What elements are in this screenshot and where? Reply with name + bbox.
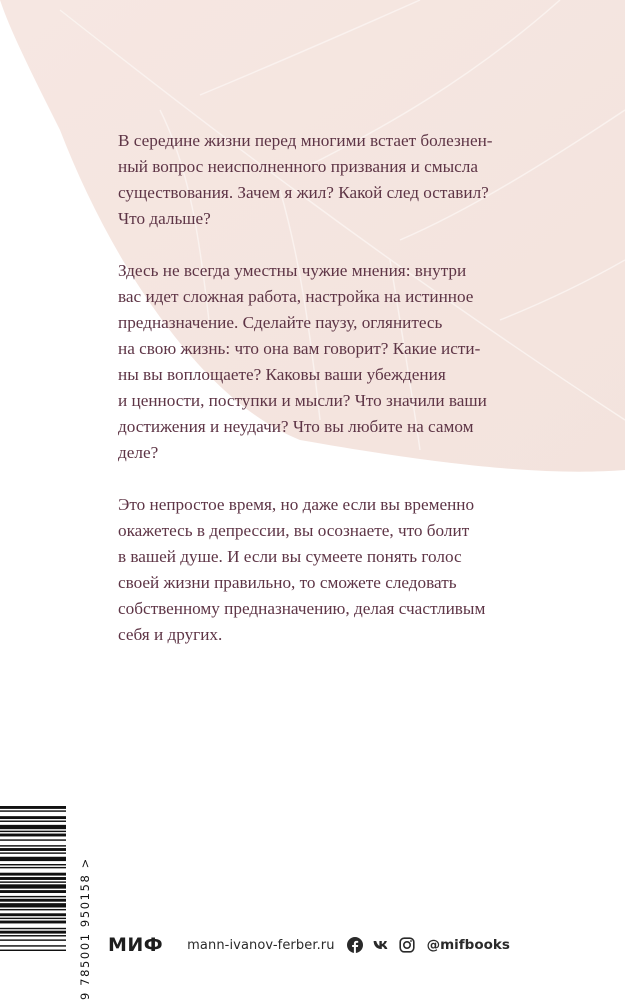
text-line: Здесь не всегда уместны чужие мнения: внутри	[118, 261, 467, 280]
text-line: вас идет сложная работа, настройка на истинное	[118, 287, 474, 306]
text-line: своей жизни правильно, то сможете следовать	[118, 573, 457, 592]
facebook-icon[interactable]	[347, 937, 363, 953]
text-line: достижения и неудачи? Что вы любите на самом	[118, 417, 474, 436]
instagram-icon[interactable]	[399, 937, 415, 953]
text-line: и ценности, поступки и мысли? Что значили ваши	[118, 391, 487, 410]
text-line: себя и других.	[118, 625, 223, 644]
isbn-number: 9 785001 950158 >	[78, 857, 92, 1000]
vk-icon[interactable]	[373, 937, 389, 953]
barcode-bars	[0, 800, 66, 1000]
text-line: деле?	[118, 443, 159, 462]
text-line: на свою жизнь: что она вам говорит? Какие исти-	[118, 339, 481, 358]
blurb-paragraph-2	[118, 258, 598, 466]
blurb-paragraph-3	[118, 492, 598, 648]
text-line: окажетесь в депрессии, вы осознаете, что болит	[118, 521, 470, 540]
text-line: Что дальше?	[118, 209, 211, 228]
text-line: ны вы воплощаете? Каковы ваши убеждения	[118, 365, 446, 384]
text-line: собственному предназначению, делая счастливым	[118, 599, 486, 618]
text-line: ный вопрос неисполненного призвания и смысла	[118, 157, 478, 176]
blurb-paragraph-1	[118, 128, 598, 232]
publisher-website[interactable]: mann-ivanov-ferber.ru	[187, 937, 335, 953]
isbn-barcode	[0, 800, 90, 1000]
text-line: В середине жизни перед многими встает болезнен-	[118, 131, 493, 150]
social-handle[interactable]: @mifbooks	[426, 937, 510, 953]
text-line: в вашей душе. И если вы сумеете понять голос	[118, 547, 462, 566]
text-line: предназначение. Сделайте паузу, оглянитесь	[118, 313, 443, 332]
text-line: существования. Зачем я жил? Какой след оставил?	[118, 183, 489, 202]
publisher-logo: МИФ	[108, 934, 164, 956]
back-cover-blurb	[118, 128, 598, 674]
publisher-footer	[108, 928, 605, 962]
text-line: Это непростое время, но даже если вы временно	[118, 495, 475, 514]
